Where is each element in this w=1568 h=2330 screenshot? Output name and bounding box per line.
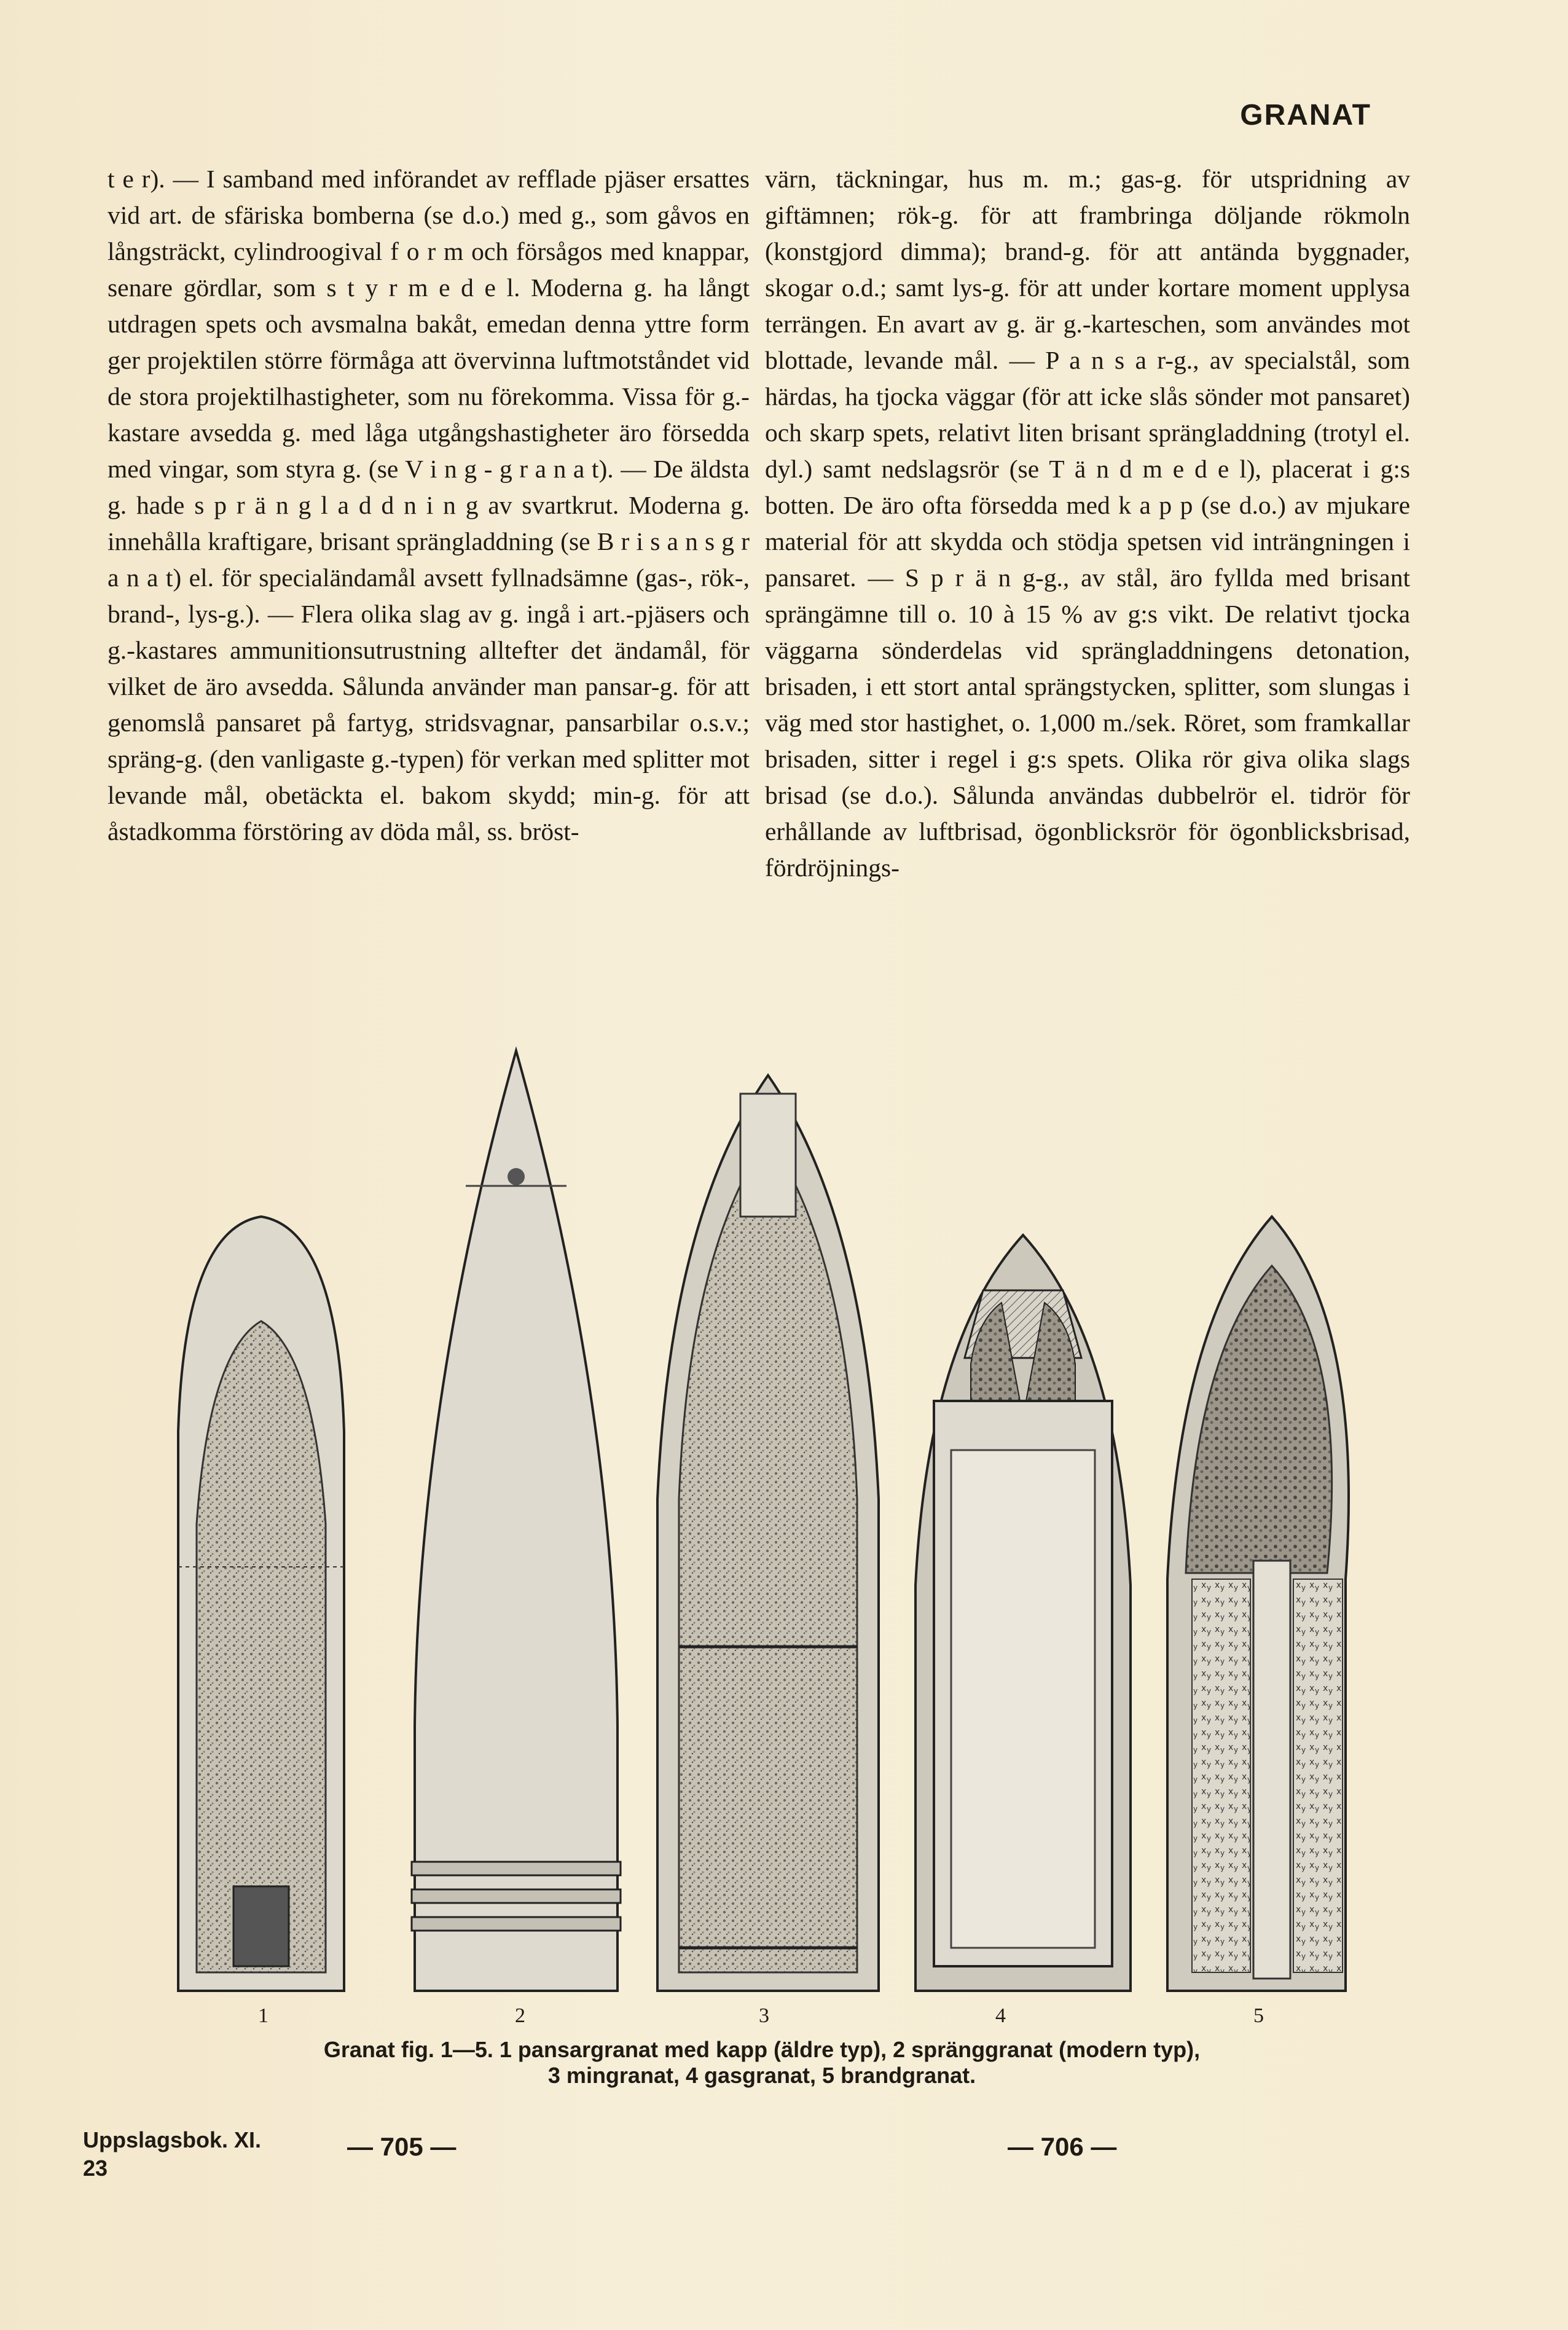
- running-head: GRANAT: [1240, 99, 1371, 131]
- page-number-right: — 706 —: [1008, 2132, 1117, 2161]
- shell-5-incendiary-shell: [1167, 1217, 1349, 1991]
- shell-1-armour-piercing: [178, 1217, 344, 1991]
- caption-line-2: 3 mingranat, 4 gasgranat, 5 brandgranat.: [547, 2063, 976, 2088]
- figure-number-1: 1: [258, 2004, 269, 2027]
- figure-number-3: 3: [759, 2004, 769, 2027]
- left-column-text: t e r). — I samband med införandet av refflade pjäser ersattes vid art. de sfäriska bomberna (se d.o.) med g., som gåvos en långsträckt, cylindroogival f o r m och försågos med knappar, senare gördlar, som s t y r m e d e l. Moderna g. ha långt utdragen spets och avsmalna bakåt, emedan denna yttre form ger projektilen större förmåga att övervinna luftmotståndet vid de stora projektilhastigheter, som nu förekomma. Vissa för g.-kastare avsedda g. med låga utgångshastigheter äro försedda med vingar, som styra g. (se V i n g - g r a n a t). — De äldsta g. hade s p r ä n g l a d d n i n g av svartkrut. Moderna g. innehålla kraftigare, brisant sprängladdning (se B r i s a n s g r a n a t) el. för specialändamål avsett fyllnadsämne (gas-, rök-, brand-, lys-g.). — Flera olika slag av g. ingå i art.-pjäsers och g.-kastares ammunitionsutrustning alltefter det ändamål, för vilket de äro avsedda. Sålunda använder man pansar-g. för att genomslå pansaret på fartyg, stridsvagnar, pansarbilar o.s.v.; spräng-g. (den vanligaste g.-typen) för verkan med splitter mot levande mål, obetäckta el. bakom skydd; min-g. för att åstadkomma förstöring av döda mål, ss. bröst-: [108, 165, 750, 845]
- shell-4-gas-shell: [915, 1235, 1131, 1991]
- shell-3-mine-shell: [657, 1075, 879, 1991]
- right-column-text: värn, täckningar, hus m. m.; gas-g. för utspridning av giftämnen; rök-g. för att frambringa döljande rökmoln (konstgjord dimma); brand-g. för att antända byggnader, skogar o.d.; samt lys-g. för att under kortare moment upplysa terrängen. En avart av g. är g.-karteschen, som användes mot blottade, levande mål. — P a n s a r-g., av specialstål, som härdas, ha tjocka väggar (för att icke slås sönder mot pansaret) och skarp spets, relativt liten brisant sprängladdning (trotyl el. dyl.) samt nedslagsrör (se T ä n d m e d e l), placerat i g:s botten. De äro ofta försedda med k a p p (se d.o.) av mjukare material för att skydda och stödja spetsen vid inträngningen i pansaret. — S p r ä n g-g., av stål, äro fyllda med brisant sprängämne till o. 10 à 15 % av g:s vikt. De relativt tjocka väggarna sönderdelas vid sprängladdningens detonation, brisaden, i ett stort antal sprängstycken, splitter, som slungas i väg med stor hastighet, o. 1,000 m./sek. Röret, som framkallar brisaden, sitter i regel i g:s spets. Olika rör giva olika slags brisad (se d.o.). Sålunda användas dubbelrör el. tidrör för erhållande av luftbrisad, ögonblicksrör för ögonblicksbrisad, fördröjnings-: [765, 165, 1410, 882]
- figure-number-5: 5: [1253, 2004, 1264, 2027]
- left-column: [108, 161, 750, 850]
- figure-caption: [178, 2037, 1346, 2089]
- shell-illustration: [172, 1032, 1352, 1997]
- sheet-number: 23: [83, 2155, 108, 2181]
- figure-number-2: 2: [515, 2004, 525, 2027]
- figure-number-4: 4: [995, 2004, 1006, 2027]
- shell-2-high-explosive: [412, 1051, 621, 1991]
- volume-label: Uppslagsbok. XI.: [83, 2127, 262, 2152]
- volume-note: [83, 2126, 261, 2183]
- page-number-left: — 705 —: [347, 2132, 457, 2161]
- caption-line-1: Granat fig. 1—5. 1 pansargranat med kapp (äldre typ), 2 spränggranat (modern typ),: [323, 2037, 1201, 2062]
- right-column: [765, 161, 1410, 886]
